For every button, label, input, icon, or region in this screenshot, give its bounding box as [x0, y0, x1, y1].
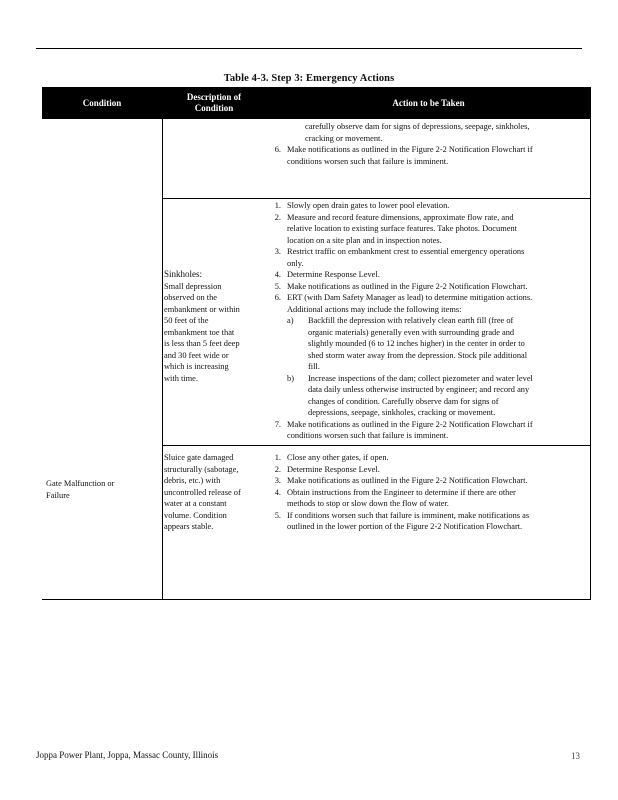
col-divider-gate — [162, 506, 163, 599]
col-divider-1 — [162, 119, 163, 506]
table-caption: Table 4-3. Step 3: Emergency Actions — [223, 73, 395, 84]
header-description-line2: Condition — [194, 103, 234, 113]
row-divider-2 — [162, 445, 591, 446]
header-description-line1: Description of — [186, 92, 242, 102]
sinkholes-subitem-a: a) Backfill the depression with relatively clean earth fill (free of organic materials) generally even with surrounding grade and slightly mounded (6 to 12 inches higher) in the center in order to shed storm water away from the depression. Stock pile additional fill. — [287, 316, 528, 371]
gate-item-2: 2. Determine Response Level. — [274, 464, 380, 474]
block1-actions — [267, 121, 587, 167]
block1-continued: carefully observe dam for signs of depressions, seepage, sinkholes, cracking or movement. — [305, 122, 530, 143]
sinkholes-item-3: 3. Restrict traffic on embankment crest to essential emergency operations only. — [274, 247, 525, 268]
header-rule — [36, 48, 582, 49]
sinkholes-actions — [267, 200, 587, 442]
header-description — [162, 87, 266, 119]
gate-item-3: 3. Make notifications as outlined in the Figure 2-2 Notification Flowchart. — [274, 476, 528, 485]
sinkholes-item-1: 1. Slowly open drain gates to lower pool elevation. — [274, 201, 450, 210]
sinkholes-subitem-b: b) Increase inspections of the dam; collect piezometer and water level data daily unless otherwise instructed by engineer; and record any changes of condition. Carefully observe dam for signs of depressions, seepage, sinkholes, cracking or movement. — [287, 373, 533, 417]
sinkholes-item-6: 6. ERT (with Dam Safety Manager as lead) to determine mitigation actions. Additional actions may include the following items: — [274, 293, 533, 314]
sinkholes-description: Sinkholes: Small depression observed on the embankment or within 50 feet of the embankment toe that is less than 5 feet deep and 30 feet wide or which is increasing with time. — [164, 269, 262, 384]
gate-item-1: 1. Close any other gates, if open. — [274, 453, 389, 462]
sinkholes-item-5: 5. Make notifications as outlined in the Figure 2-2 Notification Flowchart. — [274, 281, 528, 291]
row-divider-1 — [162, 198, 591, 199]
block1-item-6: 6. Make notifications as outlined in the Figure 2-2 Notification Flowchart if conditions worsen such that failure is imminent. — [274, 145, 533, 166]
sinkholes-item-4: 4. Determine Response Level. — [274, 270, 380, 279]
sinkholes-item-2: 2. Measure and record feature dimensions, approximate flow rate, and relative location to existing surface features. Take photos. Document location on a site plan and in inspection notes. — [274, 212, 517, 245]
table-right-border-gate — [590, 506, 591, 599]
table-header — [42, 87, 591, 119]
footer-location: Joppa Power Plant, Joppa, Massac County, Illinois — [36, 750, 219, 760]
gate-actions — [267, 452, 587, 533]
sinkholes-title: Sinkholes: — [164, 269, 203, 279]
table-body — [42, 119, 591, 506]
emergency-actions-table — [42, 87, 591, 600]
gate-item-5: 5. If conditions worsen such that failure is imminent, make notifications as outlined in the lower portion of the Figure 2-2 Notification Flowchart. — [274, 510, 530, 531]
header-condition: Condition — [82, 97, 122, 108]
gate-item-4: 4. Obtain instructions from the Engineer to determine if there are other methods to stop or slow down the flow of water. — [274, 487, 516, 508]
sinkholes-item-7: 7. Make notifications as outlined in the Figure 2-2 Notification Flowchart if conditions worsen such that failure is imminent. — [274, 419, 533, 440]
gate-condition: Gate Malfunction or Failure — [46, 479, 115, 500]
header-action: Action to be Taken — [392, 97, 465, 108]
gate-description: Sluice gate damaged structurally (sabotage, debris, etc.) with uncontrolled release of water at a constant volume. Condition appears stable. — [164, 453, 241, 531]
page-number: 13 — [571, 751, 580, 761]
table-right-border — [590, 119, 591, 506]
